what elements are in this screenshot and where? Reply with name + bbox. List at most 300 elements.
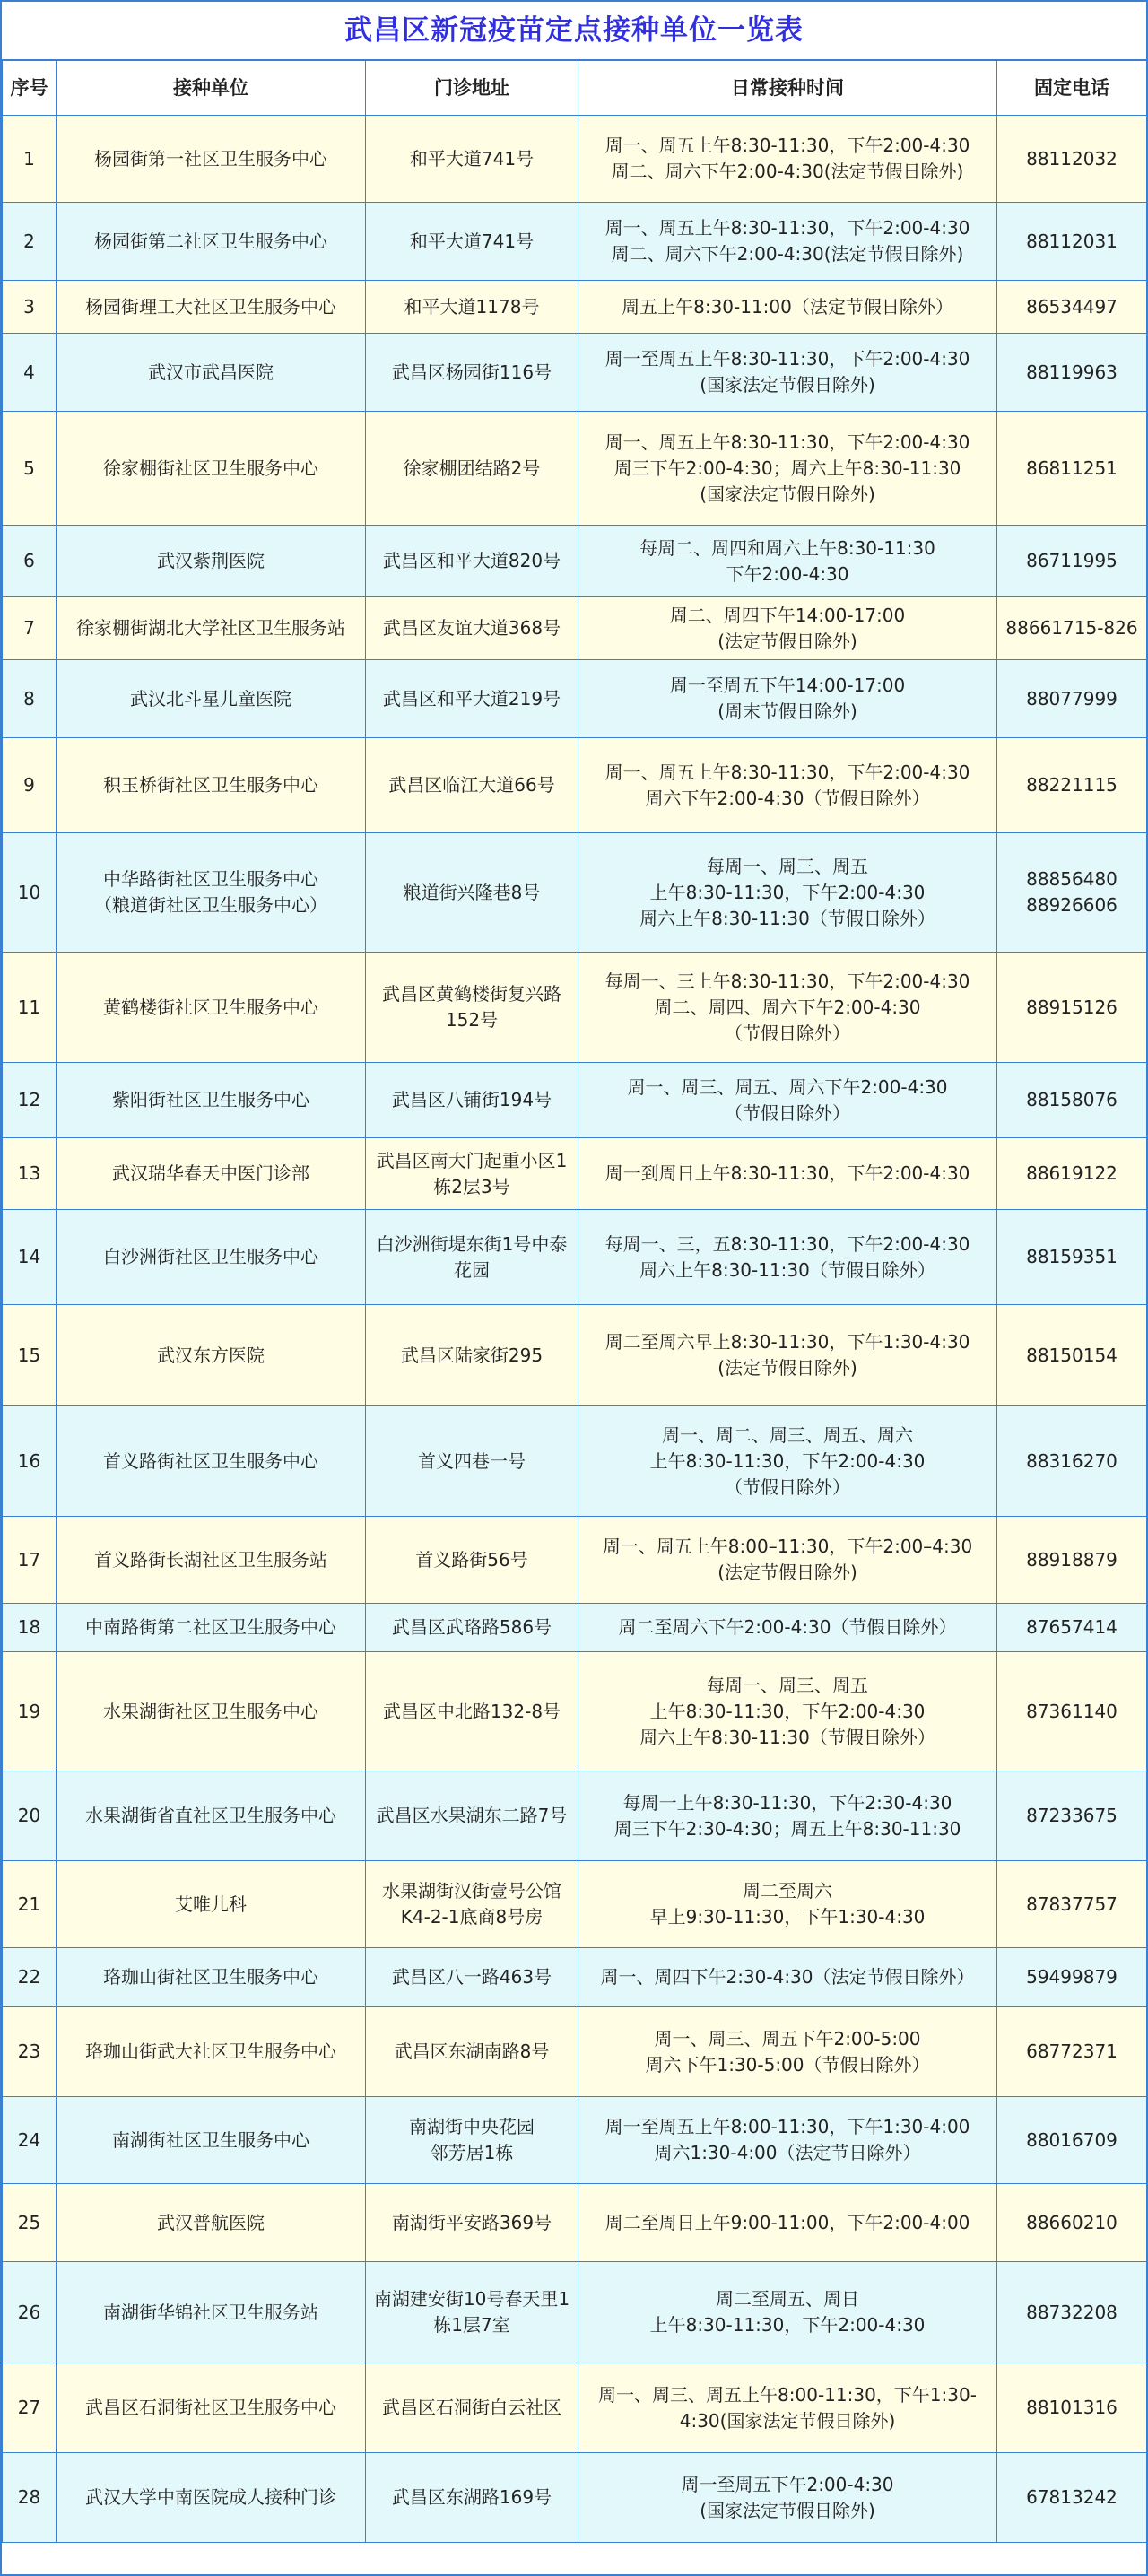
cell-hours-line: 上午8:30-11:30，下午2:00-4:30 (649, 2314, 926, 2336)
cell-index: 27 (3, 2363, 57, 2453)
cell-address-line: 武昌区八铺街194号 (391, 1089, 552, 1110)
cell-phone (997, 660, 1147, 738)
cell-address (366, 2453, 578, 2543)
cell-phone-line: 86534497 (1026, 295, 1118, 318)
cell-unit-line: 武汉紫荆医院 (157, 550, 265, 571)
cell-phone-line: 86711995 (1026, 550, 1118, 571)
table-row (3, 1305, 1147, 1406)
cell-unit (57, 2097, 366, 2184)
cell-address-line: 武昌区陆家街295 (400, 1344, 544, 1366)
cell-phone-line: 88918879 (1026, 1548, 1118, 1571)
cell-address-line: 武昌区东湖路169号 (391, 2486, 552, 2508)
cell-phone-line: 87233675 (1026, 1805, 1118, 1826)
cell-phone (997, 597, 1147, 660)
cell-hours (578, 597, 997, 660)
cell-address (366, 1063, 578, 1138)
cell-unit-line: 紫阳街社区卫生服务中心 (112, 1089, 309, 1110)
cell-address (366, 953, 578, 1063)
cell-hours (578, 2097, 997, 2184)
cell-phone (997, 738, 1147, 833)
cell-hours (578, 2262, 997, 2363)
cell-phone (997, 2262, 1147, 2363)
cell-address (366, 2007, 578, 2097)
cell-unit-line: 中华路街社区卫生服务中心 (103, 868, 318, 890)
cell-hours-line: 周二至周六下午2:00-4:30（节假日除外） (618, 1616, 957, 1638)
cell-hours-line: (周末节假日除外) (718, 701, 857, 722)
cell-address-line: 南湖建安街10号春天里1栋1层7室 (373, 2288, 570, 2336)
vaccination-sites-table (2, 60, 1147, 2543)
cell-index: 16 (3, 1406, 57, 1517)
cell-index: 24 (3, 2097, 57, 2184)
cell-address (366, 833, 578, 953)
cell-hours-line: (国家法定节假日除外) (700, 2499, 875, 2521)
cell-hours-line: 每周一、周三、周五 (707, 1674, 868, 1696)
table-row (3, 1771, 1147, 1861)
table-row (3, 1517, 1147, 1604)
cell-phone-line: 88661715-826 (1005, 617, 1138, 639)
cell-phone-line: 88221115 (1026, 774, 1118, 796)
cell-address (366, 1604, 578, 1652)
cell-address (366, 412, 578, 526)
cell-index: 2 (3, 203, 57, 281)
cell-hours-line: 每周一、三上午8:30-11:30，下午2:00-4:30 (604, 970, 970, 992)
cell-address-line: 水果湖街汉街壹号公馆K4-2-1底商8号房 (382, 1880, 561, 1928)
cell-unit-line: 首义路街长湖社区卫生服务站 (94, 1548, 327, 1571)
cell-hours (578, 203, 997, 281)
cell-hours (578, 1652, 997, 1771)
cell-address-line: 武昌区武珞路586号 (391, 1616, 552, 1638)
cell-hours-line: 周一、周五上午8:30-11:30，下午2:00-4:30 (604, 135, 970, 156)
cell-address (366, 334, 578, 412)
cell-phone (997, 203, 1147, 281)
cell-phone-line: 87361140 (1026, 1700, 1118, 1722)
cell-address-line: 武昌区友谊大道368号 (382, 617, 561, 639)
cell-phone-line: 88112031 (1026, 230, 1118, 252)
cell-index: 11 (3, 953, 57, 1063)
cell-phone (997, 1517, 1147, 1604)
table-row (3, 1652, 1147, 1771)
cell-address (366, 738, 578, 833)
cell-unit-line: 水果湖街省直社区卫生服务中心 (85, 1805, 336, 1826)
cell-phone (997, 1861, 1147, 1948)
cell-unit-line: 中南路街第二社区卫生服务中心 (85, 1616, 336, 1638)
cell-unit (57, 2453, 366, 2543)
table-row (3, 412, 1147, 526)
cell-unit (57, 203, 366, 281)
cell-phone-line: 88856480 (1026, 868, 1118, 890)
table-row (3, 597, 1147, 660)
cell-unit-line: 杨园街第一社区卫生服务中心 (94, 147, 327, 170)
cell-hours (578, 953, 997, 1063)
cell-hours-line: 周一、周三、周五上午8:00-11:30，下午1:30-4:30(国家法定节假日除外) (598, 2383, 977, 2432)
cell-unit-line: 杨园街理工大社区卫生服务中心 (85, 295, 336, 318)
cell-hours-line: 周一至周五上午8:00-11:30，下午1:30-4:00 (604, 2116, 970, 2137)
cell-unit (57, 2184, 366, 2262)
cell-phone-line: 88016709 (1026, 2128, 1118, 2151)
cell-index: 4 (3, 334, 57, 412)
cell-hours-line: 周一、周四下午2:30-4:30（法定节假日除外） (600, 1966, 975, 1988)
cell-address-line: 和平大道1178号 (404, 295, 540, 318)
cell-index: 3 (3, 281, 57, 334)
cell-address-line: 和平大道741号 (409, 147, 535, 170)
cell-phone (997, 1305, 1147, 1406)
cell-unit-line: 徐家棚街湖北大学社区卫生服务站 (76, 617, 345, 639)
cell-address (366, 1861, 578, 1948)
cell-hours-line: 周一至周五下午14:00-17:00 (669, 674, 906, 696)
cell-phone (997, 1406, 1147, 1517)
header-index: 序号 (3, 61, 57, 116)
cell-unit (57, 1063, 366, 1138)
cell-unit (57, 1305, 366, 1406)
cell-address-line: 首义路街56号 (415, 1548, 528, 1571)
cell-hours-line: 周六下午1:30-5:00（节假日除外） (645, 2053, 930, 2076)
cell-unit (57, 1406, 366, 1517)
cell-hours (578, 2007, 997, 2097)
cell-address-line: 武昌区临江大道66号 (388, 774, 555, 796)
table-row (3, 738, 1147, 833)
table-row (3, 833, 1147, 953)
cell-index: 1 (3, 116, 57, 203)
table-row (3, 334, 1147, 412)
cell-index: 20 (3, 1771, 57, 1861)
cell-unit (57, 334, 366, 412)
table-row (3, 1138, 1147, 1210)
cell-phone (997, 526, 1147, 597)
cell-index: 23 (3, 2007, 57, 2097)
cell-unit (57, 116, 366, 203)
cell-address (366, 2097, 578, 2184)
cell-address-line: 南湖街中央花园 (409, 2116, 535, 2137)
cell-hours (578, 1517, 997, 1604)
cell-hours-line: 周一、周三、周五、周六下午2:00-4:30 (627, 1075, 948, 1098)
page-title: 武昌区新冠疫苗定点接种单位一览表 (2, 2, 1146, 60)
cell-unit (57, 2262, 366, 2363)
cell-address-line: 武昌区黄鹤楼街复兴路152号 (382, 983, 561, 1031)
cell-phone-line: 88158076 (1026, 1089, 1118, 1110)
cell-unit (57, 660, 366, 738)
cell-hours-line: 每周一上午8:30-11:30，下午2:30-4:30 (622, 1791, 952, 1814)
cell-phone-line: 67813242 (1026, 2486, 1118, 2508)
cell-hours-line: 每周一、周三、周五 (707, 855, 868, 877)
cell-hours-line: (法定节假日除外) (718, 1562, 857, 1583)
cell-address (366, 1210, 578, 1305)
cell-unit-line: 首义路街社区卫生服务中心 (103, 1449, 318, 1472)
cell-hours-line: 周一至周五下午2:00-4:30 (681, 2473, 894, 2495)
cell-address (366, 2184, 578, 2262)
cell-unit (57, 281, 366, 334)
cell-unit (57, 412, 366, 526)
table-row (3, 2363, 1147, 2453)
cell-unit-line: 积玉桥街社区卫生服务中心 (103, 774, 318, 796)
cell-address (366, 2363, 578, 2453)
cell-phone (997, 833, 1147, 953)
cell-hours (578, 1305, 997, 1406)
cell-hours-line: 周一、周五上午8:30-11:30，下午2:00-4:30 (604, 431, 970, 453)
cell-hours-line: 周二至周五、周日 (716, 2288, 859, 2310)
cell-phone-line: 88077999 (1026, 687, 1118, 709)
table-row (3, 281, 1147, 334)
cell-phone (997, 1604, 1147, 1652)
cell-hours-line: 周二、周六下午2:00-4:30(法定节假日除外) (611, 243, 964, 265)
table-row (3, 660, 1147, 738)
cell-index: 22 (3, 1948, 57, 2007)
cell-unit (57, 738, 366, 833)
table-row (3, 1948, 1147, 2007)
cell-phone (997, 334, 1147, 412)
cell-address (366, 1406, 578, 1517)
cell-phone-line: 87657414 (1026, 1616, 1118, 1638)
cell-address-line: 邻芳居1栋 (430, 2142, 514, 2163)
cell-hours-line: (法定节假日除外) (718, 630, 857, 652)
cell-unit-line: （粮道街社区卫生服务中心） (94, 894, 327, 916)
cell-hours (578, 738, 997, 833)
cell-phone-line: 88660210 (1026, 2211, 1118, 2233)
cell-phone-line: 88316270 (1026, 1449, 1118, 1472)
cell-hours-line: 周六下午2:00-4:30（节假日除外） (645, 787, 930, 809)
cell-hours (578, 116, 997, 203)
table-row (3, 2262, 1147, 2363)
cell-hours-line: 周六1:30-4:00（法定节日除外） (654, 2142, 921, 2163)
cell-index: 10 (3, 833, 57, 953)
cell-phone-line: 88926606 (1026, 894, 1118, 916)
cell-address-line: 武昌区中北路132-8号 (382, 1700, 561, 1722)
cell-phone-line: 88112032 (1026, 147, 1118, 170)
cell-unit-line: 武汉北斗星儿童医院 (130, 687, 291, 709)
cell-hours-line: 周三下午2:00-4:30；周六上午8:30-11:30 (613, 457, 961, 479)
cell-unit-line: 武昌区石洞街社区卫生服务中心 (85, 2397, 336, 2418)
cell-phone-line: 68772371 (1026, 2041, 1118, 2062)
cell-hours (578, 2453, 997, 2543)
cell-index: 21 (3, 1861, 57, 1948)
cell-address-line: 武昌区石洞街白云社区 (382, 2397, 561, 2418)
cell-phone (997, 412, 1147, 526)
cell-address-line: 武昌区八一路463号 (391, 1966, 552, 1988)
cell-unit-line: 珞珈山街武大社区卫生服务中心 (85, 2041, 336, 2062)
table-row (3, 1210, 1147, 1305)
table-row (3, 1406, 1147, 1517)
cell-hours-line: 周一、周五上午8:00–11:30，下午2:00–4:30 (602, 1536, 973, 1557)
cell-address (366, 1948, 578, 2007)
cell-phone (997, 1948, 1147, 2007)
cell-unit-line: 珞珈山街社区卫生服务中心 (103, 1966, 318, 1988)
table-row (3, 2007, 1147, 2097)
cell-address (366, 526, 578, 597)
cell-hours-line: （节假日除外） (725, 1475, 850, 1498)
cell-address (366, 1305, 578, 1406)
cell-hours-line: 周二至周六早上8:30-11:30，下午1:30-4:30 (604, 1331, 970, 1353)
cell-unit-line: 水果湖街社区卫生服务中心 (103, 1700, 318, 1722)
cell-unit (57, 2363, 366, 2453)
cell-index: 28 (3, 2453, 57, 2543)
cell-phone (997, 1652, 1147, 1771)
cell-phone-line: 86811251 (1026, 457, 1118, 479)
table-body (3, 116, 1147, 2543)
table-row (3, 116, 1147, 203)
cell-address-line: 武昌区和平大道219号 (382, 687, 561, 709)
cell-phone (997, 1138, 1147, 1210)
cell-unit-line: 艾唯儿科 (175, 1893, 247, 1915)
cell-phone (997, 2184, 1147, 2262)
cell-unit-line: 白沙洲街社区卫生服务中心 (103, 1246, 318, 1267)
cell-hours-line: （节假日除外） (725, 1101, 850, 1124)
cell-unit (57, 833, 366, 953)
cell-unit-line: 徐家棚街社区卫生服务中心 (103, 457, 318, 479)
cell-address (366, 1652, 578, 1771)
cell-index: 5 (3, 412, 57, 526)
cell-index: 6 (3, 526, 57, 597)
cell-hours-line: 周一到周日上午8:30-11:30，下午2:00-4:30 (604, 1162, 970, 1184)
cell-address-line: 武昌区杨园街116号 (391, 361, 552, 383)
cell-unit (57, 1604, 366, 1652)
cell-index: 14 (3, 1210, 57, 1305)
cell-hours-line: 周二、周四下午14:00-17:00 (669, 604, 906, 626)
cell-address (366, 1517, 578, 1604)
cell-address (366, 660, 578, 738)
cell-address-line: 武昌区东湖南路8号 (394, 2041, 550, 2062)
cell-phone (997, 281, 1147, 334)
cell-hours (578, 2184, 997, 2262)
cell-hours-line: 周一、周五上午8:30-11:30，下午2:00-4:30 (604, 217, 970, 239)
cell-hours-line: 上午8:30-11:30，下午2:00-4:30 (649, 1449, 926, 1472)
cell-unit-line: 南湖街华锦社区卫生服务站 (103, 2301, 318, 2323)
cell-address-line: 徐家棚团结路2号 (403, 457, 541, 479)
cell-hours-line: 周一、周二、周三、周五、周六 (662, 1423, 913, 1446)
header-address: 门诊地址 (366, 61, 578, 116)
cell-index: 19 (3, 1652, 57, 1771)
cell-unit-line: 杨园街第二社区卫生服务中心 (94, 230, 327, 252)
cell-hours (578, 2363, 997, 2453)
cell-unit (57, 953, 366, 1063)
cell-phone (997, 953, 1147, 1063)
cell-hours-line: 早上9:30-11:30，下午1:30-4:30 (649, 1906, 926, 1928)
cell-address (366, 203, 578, 281)
cell-address-line: 武昌区和平大道820号 (382, 550, 561, 571)
cell-unit (57, 597, 366, 660)
cell-phone (997, 2097, 1147, 2184)
cell-hours-line: （节假日除外） (725, 1022, 850, 1044)
cell-index: 8 (3, 660, 57, 738)
cell-address (366, 281, 578, 334)
cell-unit-line: 武汉大学中南医院成人接种门诊 (85, 2486, 336, 2508)
cell-unit (57, 1138, 366, 1210)
cell-hours-line: 周二、周六下午2:00-4:30(法定节假日除外) (611, 161, 964, 182)
cell-hours (578, 1771, 997, 1861)
cell-address-line: 武昌区南大门起重小区1栋2层3号 (376, 1149, 568, 1197)
cell-index: 13 (3, 1138, 57, 1210)
cell-hours (578, 281, 997, 334)
cell-unit (57, 1652, 366, 1771)
cell-phone-line: 88915126 (1026, 996, 1118, 1018)
cell-index: 15 (3, 1305, 57, 1406)
cell-hours (578, 334, 997, 412)
cell-unit-line: 南湖街社区卫生服务中心 (112, 2128, 309, 2151)
cell-address (366, 116, 578, 203)
cell-index: 9 (3, 738, 57, 833)
cell-address (366, 597, 578, 660)
cell-unit (57, 2007, 366, 2097)
cell-index: 25 (3, 2184, 57, 2262)
table-row (3, 1063, 1147, 1138)
cell-hours-line: 上午8:30-11:30，下午2:00-4:30 (649, 1700, 926, 1722)
cell-hours-line: 下午2:00-4:30 (726, 562, 849, 585)
cell-unit-line: 武汉瑞华春天中医门诊部 (112, 1162, 309, 1184)
cell-address-line: 首义四巷一号 (418, 1449, 526, 1472)
cell-hours-line: 周六上午8:30-11:30（节假日除外） (639, 1258, 935, 1281)
cell-address (366, 2262, 578, 2363)
cell-hours (578, 1063, 997, 1138)
cell-address-line: 武昌区水果湖东二路7号 (376, 1805, 568, 1826)
cell-hours-line: (国家法定节假日除外) (700, 374, 875, 396)
cell-hours-line: 每周一、三，五8:30-11:30，下午2:00-4:30 (604, 1232, 970, 1255)
cell-phone-line: 88119963 (1026, 361, 1118, 383)
cell-phone-line: 88619122 (1026, 1162, 1118, 1184)
cell-index: 12 (3, 1063, 57, 1138)
table-row (3, 1861, 1147, 1948)
cell-hours-line: 周三下午2:30-4:30；周五上午8:30-11:30 (613, 1817, 961, 1840)
cell-hours-line: 周二至周日上午9:00-11:00，下午2:00-4:00 (604, 2211, 970, 2233)
cell-phone-line: 88150154 (1026, 1344, 1118, 1366)
cell-unit-line: 武汉东方医院 (157, 1344, 265, 1366)
cell-hours (578, 1861, 997, 1948)
cell-phone-line: 87837757 (1026, 1893, 1118, 1915)
cell-hours-line: 周六上午8:30-11:30（节假日除外） (639, 1726, 935, 1748)
cell-hours-line: 周五上午8:30-11:00（法定节假日除外） (622, 295, 953, 318)
cell-phone (997, 1210, 1147, 1305)
cell-hours-line: 周二至周六 (743, 1880, 832, 1902)
cell-unit-line: 武汉市武昌医院 (148, 361, 274, 383)
cell-unit (57, 1948, 366, 2007)
cell-address-line: 和平大道741号 (409, 230, 535, 252)
cell-address-line: 南湖街平安路369号 (391, 2211, 552, 2233)
cell-hours (578, 833, 997, 953)
table-row (3, 2184, 1147, 2262)
cell-index: 7 (3, 597, 57, 660)
cell-hours (578, 1948, 997, 2007)
table-row (3, 203, 1147, 281)
cell-hours (578, 1406, 997, 1517)
cell-hours (578, 1210, 997, 1305)
cell-index: 17 (3, 1517, 57, 1604)
cell-phone (997, 2453, 1147, 2543)
cell-hours-line: 周一、周三、周五下午2:00-5:00 (654, 2027, 921, 2049)
cell-hours-line: 周六上午8:30-11:30（节假日除外） (639, 907, 935, 929)
cell-index: 26 (3, 2262, 57, 2363)
cell-hours-line: (法定节假日除外) (718, 1357, 857, 1379)
header-unit: 接种单位 (57, 61, 366, 116)
cell-unit-line: 武汉普航医院 (157, 2211, 265, 2233)
cell-hours (578, 660, 997, 738)
cell-phone-line: 88159351 (1026, 1246, 1118, 1267)
cell-unit (57, 1210, 366, 1305)
table-row (3, 2453, 1147, 2543)
table-row (3, 2097, 1147, 2184)
cell-address (366, 1771, 578, 1861)
table-row (3, 1604, 1147, 1652)
cell-hours (578, 1138, 997, 1210)
table-row (3, 526, 1147, 597)
header-hours: 日常接种时间 (578, 61, 997, 116)
cell-unit (57, 1771, 366, 1861)
cell-unit (57, 526, 366, 597)
cell-address-line: 白沙洲街堤东街1号中泰花园 (376, 1232, 568, 1281)
cell-hours (578, 526, 997, 597)
cell-address-line: 粮道街兴隆巷8号 (403, 881, 541, 903)
cell-phone-line: 59499879 (1026, 1966, 1118, 1988)
cell-hours-line: 上午8:30-11:30，下午2:00-4:30 (649, 881, 926, 903)
cell-phone (997, 1771, 1147, 1861)
cell-hours-line: (国家法定节假日除外) (700, 483, 875, 505)
cell-address (366, 1138, 578, 1210)
